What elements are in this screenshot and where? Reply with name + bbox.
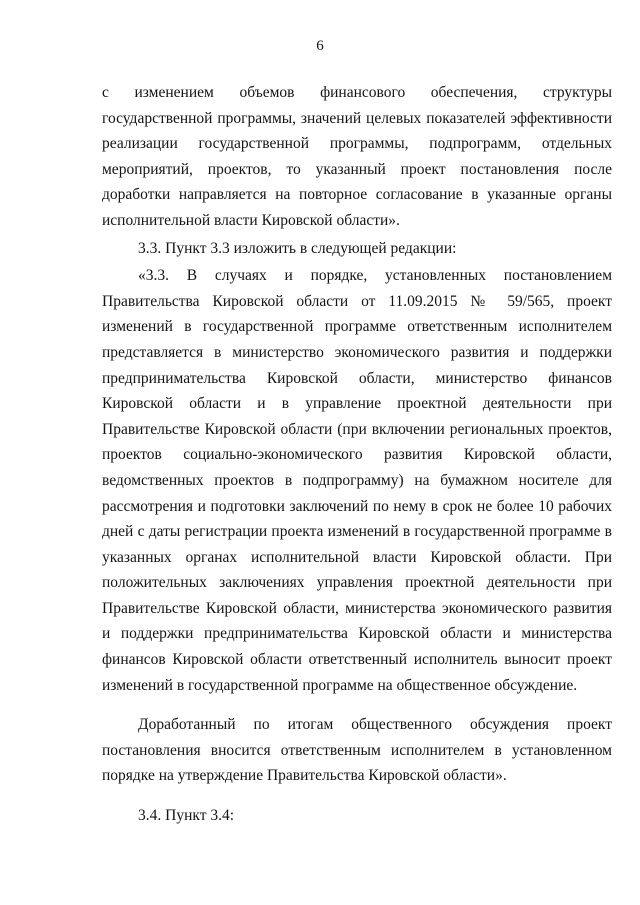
document-body — [102, 80, 612, 829]
page-number: 6 — [316, 38, 324, 54]
paragraph-clause-3-3-heading: 3.3. Пункт 3.3 изложить в следующей редакции: — [138, 239, 457, 257]
paragraph-clause-3-3-body-2: Доработанный по итогам общественного обсуждения проект постановления вносится ответственным исполнителем в установленном порядке на утверждение Правительства Кировской области». — [102, 716, 612, 785]
paragraph-continuation: с изменением объемов финансового обеспечения, структуры государственной программы, значений целевых показателей эффективности реализации государственной программы, подпрограмм, отдельных мероприятий, проектов, то указанный проект постановления после доработки направляется на повторное согласование в указанные органы исполнительной власти Кировской области». — [102, 84, 612, 229]
paragraph-clause-3-4-heading: 3.4. Пункт 3.4: — [138, 807, 235, 825]
paragraph-clause-3-3-body: «3.3. В случаях и порядке, установленных постановлением Правительства Кировской области от 11.09.2015 № 59/565, проект изменений в государственной программе ответственным исполнителем представляется в министерство экономического развития и поддержки предпринимательства Кировской области, министерство финансов Кировской области и в управление проектной деятельности при Правительстве Кировской области (при включении региональных проектов, проектов социально-экономического развития Кировской области, ведомственных проектов в подпрограмму) на бумажном носителе для рассмотрения и подготовки заключений по нему в срок не более 10 рабочих дней с даты регистрации проекта изменений в государственной программе в указанных органах исполнительной власти Кировской области. При положительных заключениях управления проектной деятельности при Правительстве Кировской области, министерства экономического развития и поддержки предпринимательства Кировской области и министерства финансов Кировской области ответственный исполнитель выносит проект изменений в государственной программе на общественное обсуждение. — [102, 267, 612, 694]
